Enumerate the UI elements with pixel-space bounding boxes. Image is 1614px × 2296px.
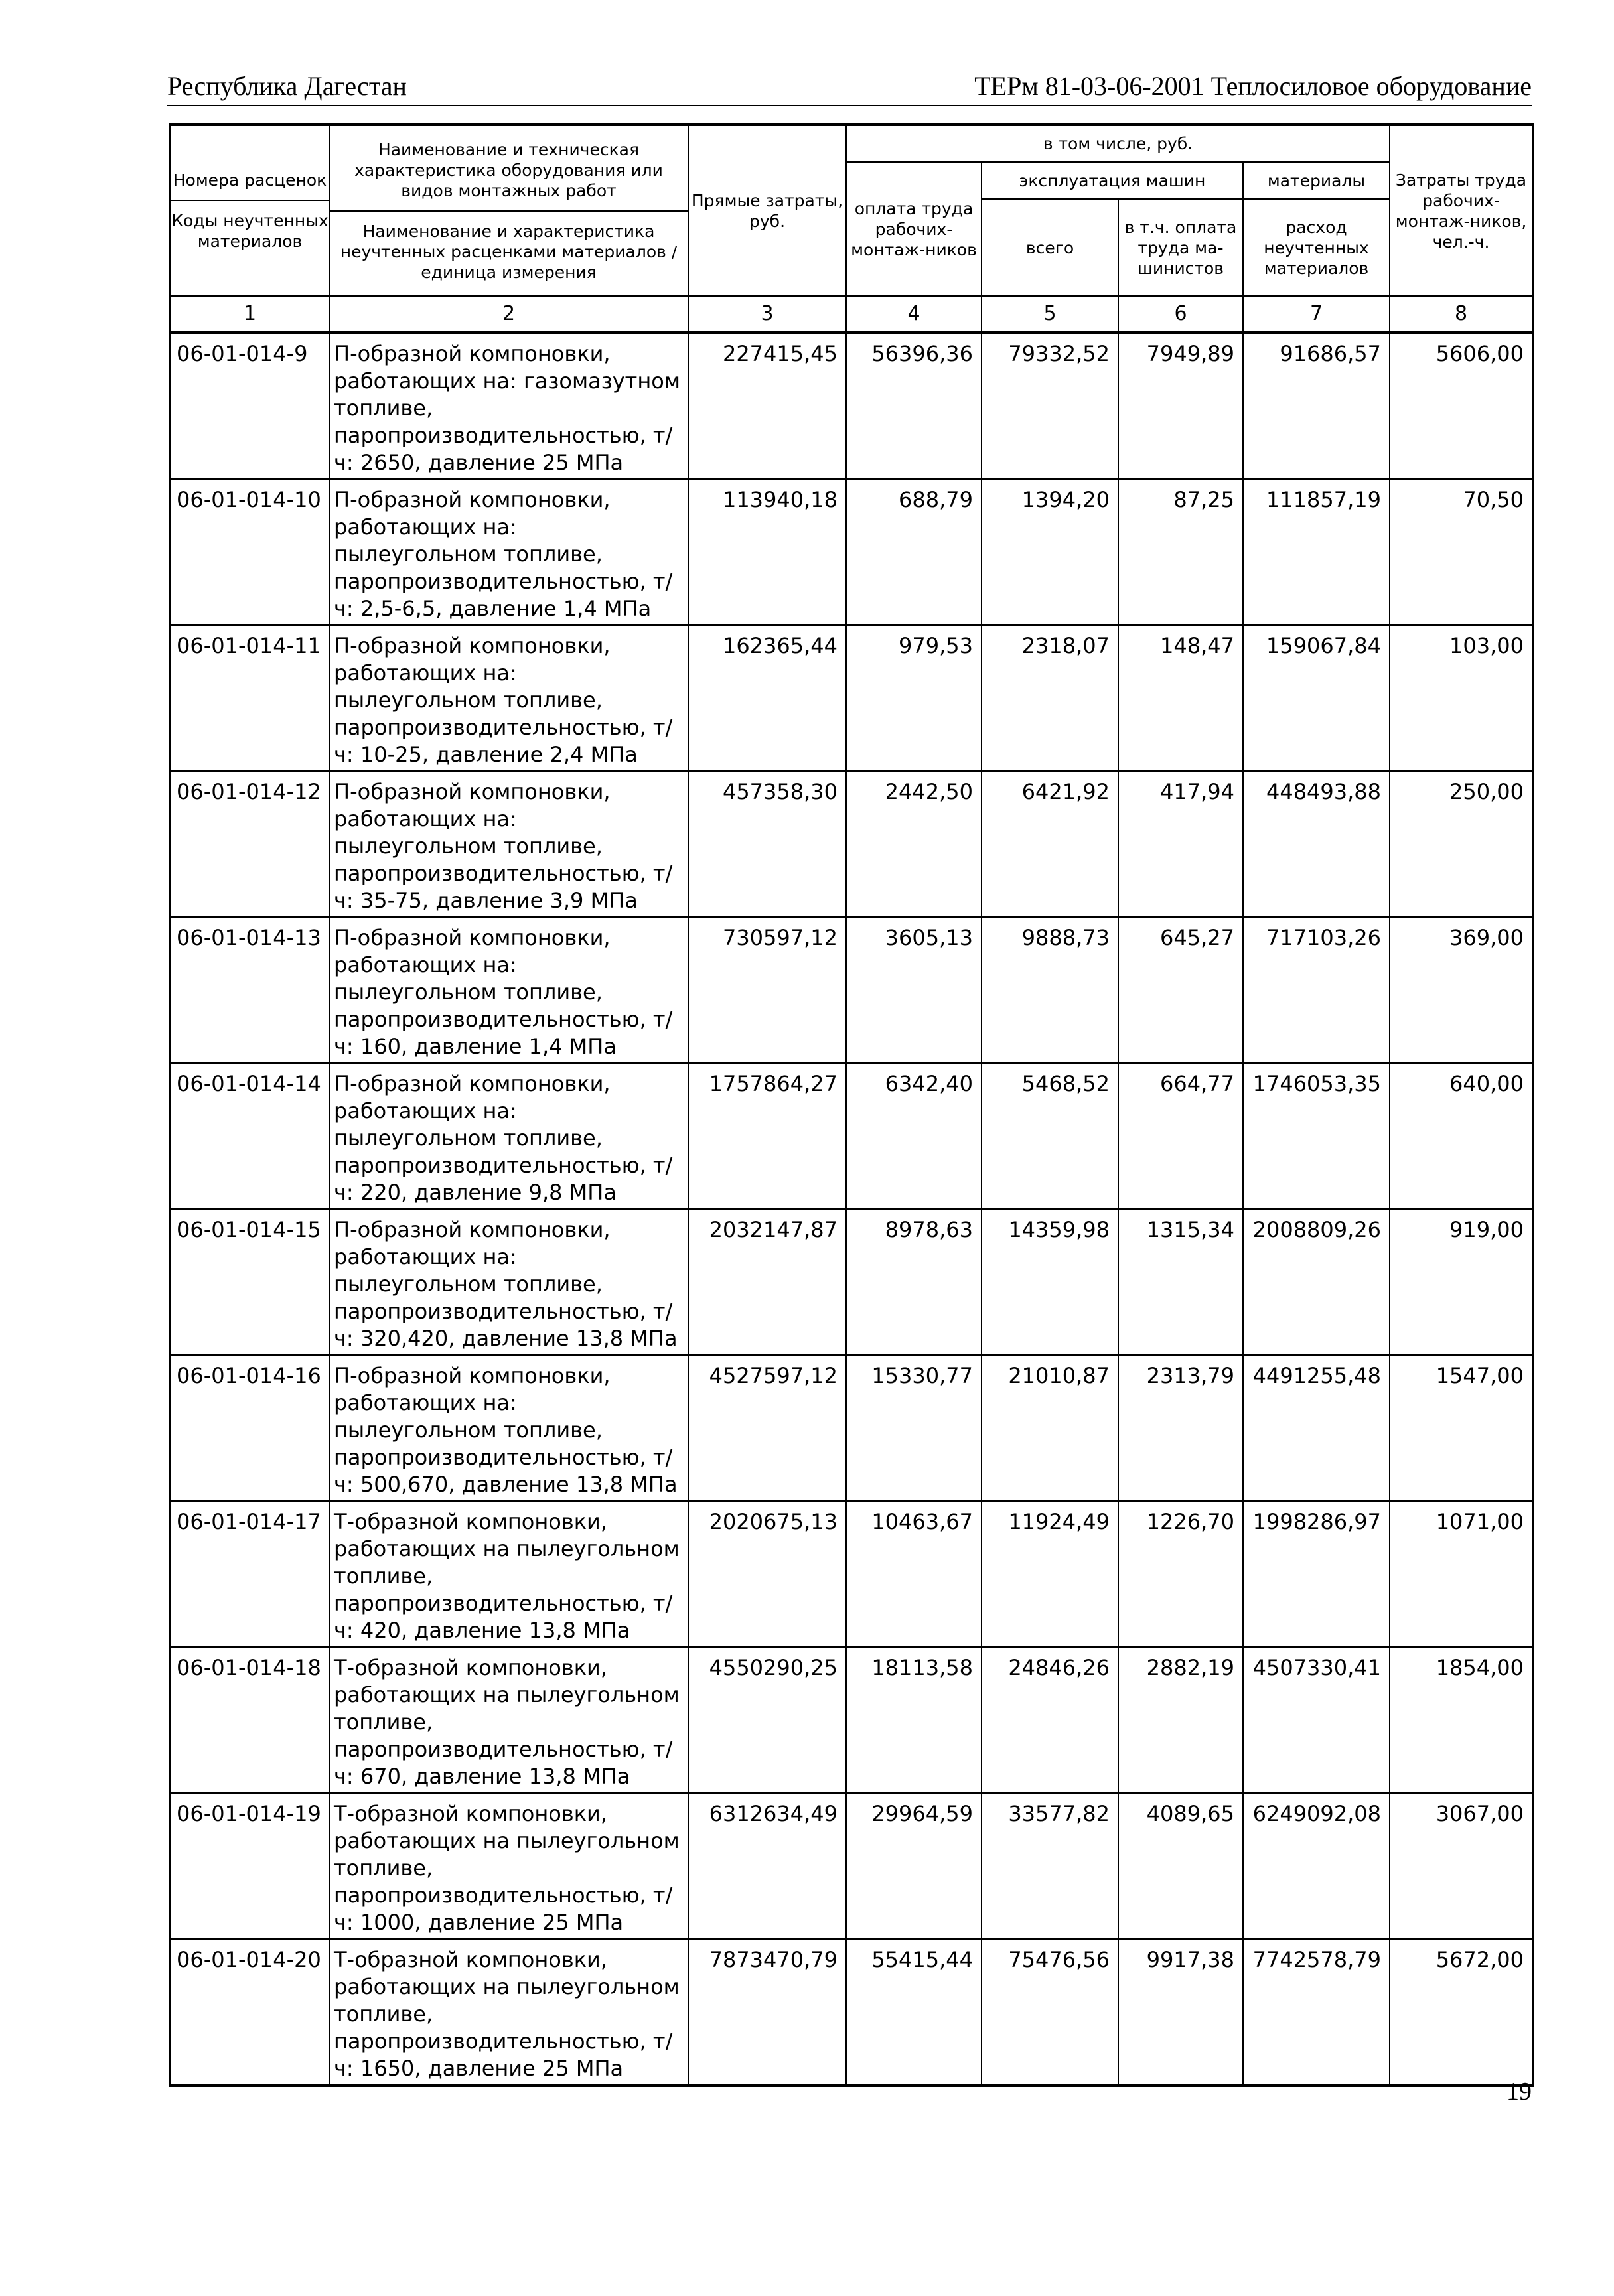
- work-description: П-образной компоновки, работающих на: пылеугольном топливе, паропроизводительностью, т/ч: 35-75, давление 3,9 МПа: [329, 771, 688, 917]
- labor-pay: 6342,40: [846, 1063, 982, 1209]
- column-number: 7: [1243, 296, 1390, 332]
- column-number: 1: [170, 296, 329, 332]
- machine-ops-total: 5468,52: [982, 1063, 1118, 1209]
- table-row: [170, 1209, 1533, 1355]
- table-row: [170, 332, 1533, 479]
- header-material-name: Наименование и характеристика неучтенных расценками материалов / единица измерения: [340, 221, 678, 282]
- table-row: [170, 771, 1533, 917]
- table-row: [170, 1355, 1533, 1501]
- machine-ops-total: 2318,07: [982, 625, 1118, 771]
- direct-costs: 2032147,87: [688, 1209, 846, 1355]
- machine-operator-pay: 1315,34: [1118, 1209, 1243, 1355]
- machine-operator-pay: 2882,19: [1118, 1647, 1243, 1793]
- machine-operator-pay: 7949,89: [1118, 332, 1243, 479]
- labor-pay: 688,79: [846, 479, 982, 625]
- direct-costs: 730597,12: [688, 917, 846, 1063]
- materials-cost: 4507330,41: [1243, 1647, 1390, 1793]
- labor-pay: 2442,50: [846, 771, 982, 917]
- table-row: [170, 479, 1533, 625]
- direct-costs: 113940,18: [688, 479, 846, 625]
- labor-hours: 1547,00: [1390, 1355, 1533, 1501]
- machine-operator-pay: 148,47: [1118, 625, 1243, 771]
- labor-hours: 369,00: [1390, 917, 1533, 1063]
- table-header: [170, 125, 1533, 332]
- work-description: П-образной компоновки, работающих на: пылеугольном топливе, паропроизводительностью, т/ч: 320,420, давление 13,8 МПа: [329, 1209, 688, 1355]
- table-row: [170, 1501, 1533, 1647]
- machine-operator-pay: 2313,79: [1118, 1355, 1243, 1501]
- machine-operator-pay: 87,25: [1118, 479, 1243, 625]
- header-unaccounted-materials: расход неучтенных материалов: [1243, 199, 1390, 296]
- direct-costs: 2020675,13: [688, 1501, 846, 1647]
- header-machine-ops: эксплуатация машин: [982, 162, 1243, 199]
- header-rate-numbers: Номера расценок: [173, 171, 327, 190]
- page-number: 19: [1506, 2078, 1532, 2106]
- work-description: Т-образной компоновки, работающих на пылеугольном топливе, паропроизводительностью, т/ч: 670, давление 13,8 МПа: [329, 1647, 688, 1793]
- materials-cost: 448493,88: [1243, 771, 1390, 917]
- work-description: П-образной компоновки, работающих на: пылеугольном топливе, паропроизводительностью, т/ч: 500,670, давление 13,8 МПа: [329, 1355, 688, 1501]
- direct-costs: 162365,44: [688, 625, 846, 771]
- header-direct-costs: Прямые затраты, руб.: [688, 125, 846, 296]
- labor-hours: 5606,00: [1390, 332, 1533, 479]
- labor-hours: 70,50: [1390, 479, 1533, 625]
- materials-cost: 2008809,26: [1243, 1209, 1390, 1355]
- materials-cost: 6249092,08: [1243, 1793, 1390, 1939]
- column-number: 4: [846, 296, 982, 332]
- header-labor-pay: оплата труда рабочих-монтаж-ников: [846, 162, 982, 296]
- labor-pay: 3605,13: [846, 917, 982, 1063]
- rate-code: 06-01-014-12: [170, 771, 329, 917]
- machine-ops-total: 6421,92: [982, 771, 1118, 917]
- header-material-codes: Коды неучтенных материалов: [171, 211, 329, 251]
- labor-pay: 979,53: [846, 625, 982, 771]
- materials-cost: 111857,19: [1243, 479, 1390, 625]
- materials-cost: 1998286,97: [1243, 1501, 1390, 1647]
- rate-code: 06-01-014-15: [170, 1209, 329, 1355]
- header-materials: материалы: [1243, 162, 1390, 199]
- work-description: Т-образной компоновки, работающих на пылеугольном топливе, паропроизводительностью, т/ч: 1000, давление 25 МПа: [329, 1793, 688, 1939]
- column-number: 3: [688, 296, 846, 332]
- table-row: [170, 1063, 1533, 1209]
- materials-cost: 159067,84: [1243, 625, 1390, 771]
- table-body: [170, 332, 1533, 2086]
- machine-ops-total: 9888,73: [982, 917, 1118, 1063]
- table-row: [170, 1647, 1533, 1793]
- direct-costs: 6312634,49: [688, 1793, 846, 1939]
- materials-cost: 91686,57: [1243, 332, 1390, 479]
- rate-code: 06-01-014-17: [170, 1501, 329, 1647]
- column-number: 2: [329, 296, 688, 332]
- labor-hours: 1854,00: [1390, 1647, 1533, 1793]
- header-rule: [167, 105, 1532, 106]
- machine-ops-total: 79332,52: [982, 332, 1118, 479]
- rate-code: 06-01-014-11: [170, 625, 329, 771]
- labor-hours: 250,00: [1390, 771, 1533, 917]
- labor-hours: 1071,00: [1390, 1501, 1533, 1647]
- work-description: П-образной компоновки, работающих на: пылеугольном топливе, паропроизводительностью, т/ч: 2,5-6,5, давление 1,4 МПа: [329, 479, 688, 625]
- labor-hours: 919,00: [1390, 1209, 1533, 1355]
- machine-operator-pay: 664,77: [1118, 1063, 1243, 1209]
- column-number: 5: [982, 296, 1118, 332]
- header-document-title: ТЕРм 81-03-06-2001 Теплосиловое оборудование: [974, 71, 1532, 101]
- header-machine-operator-pay: в т.ч. оплата труда ма-шинистов: [1118, 199, 1243, 296]
- machine-operator-pay: 417,94: [1118, 771, 1243, 917]
- header-machine-total: всего: [982, 199, 1118, 296]
- machine-ops-total: 11924,49: [982, 1501, 1118, 1647]
- machine-operator-pay: 9917,38: [1118, 1939, 1243, 2086]
- direct-costs: 7873470,79: [688, 1939, 846, 2086]
- materials-cost: 7742578,79: [1243, 1939, 1390, 2086]
- labor-pay: 29964,59: [846, 1793, 982, 1939]
- work-description: П-образной компоновки, работающих на: газомазутном топливе, паропроизводительностью, т/ч: 2650, давление 25 МПа: [329, 332, 688, 479]
- rate-code: 06-01-014-20: [170, 1939, 329, 2086]
- work-description: П-образной компоновки, работающих на: пылеугольном топливе, паропроизводительностью, т/ч: 160, давление 1,4 МПа: [329, 917, 688, 1063]
- direct-costs: 227415,45: [688, 332, 846, 479]
- direct-costs: 4550290,25: [688, 1647, 846, 1793]
- labor-pay: 55415,44: [846, 1939, 982, 2086]
- labor-pay: 18113,58: [846, 1647, 982, 1793]
- column-numbers-row: [170, 296, 1533, 332]
- labor-hours: 640,00: [1390, 1063, 1533, 1209]
- machine-ops-total: 14359,98: [982, 1209, 1118, 1355]
- rate-code: 06-01-014-16: [170, 1355, 329, 1501]
- running-head: [167, 66, 1532, 106]
- direct-costs: 1757864,27: [688, 1063, 846, 1209]
- labor-hours: 3067,00: [1390, 1793, 1533, 1939]
- direct-costs: 457358,30: [688, 771, 846, 917]
- table-row: [170, 625, 1533, 771]
- machine-ops-total: 24846,26: [982, 1647, 1118, 1793]
- direct-costs: 4527597,12: [688, 1355, 846, 1501]
- header-work-name: Наименование и техническая характеристика оборудования или видов монтажных работ: [354, 139, 663, 200]
- table-row: [170, 1793, 1533, 1939]
- labor-pay: 8978,63: [846, 1209, 982, 1355]
- materials-cost: 717103,26: [1243, 917, 1390, 1063]
- labor-pay: 10463,67: [846, 1501, 982, 1647]
- machine-operator-pay: 1226,70: [1118, 1501, 1243, 1647]
- labor-pay: 56396,36: [846, 332, 982, 479]
- column-number: 8: [1390, 296, 1533, 332]
- machine-operator-pay: 4089,65: [1118, 1793, 1243, 1939]
- work-description: Т-образной компоновки, работающих на пылеугольном топливе, паропроизводительностью, т/ч: 420, давление 13,8 МПа: [329, 1501, 688, 1647]
- header-codes: [170, 125, 329, 296]
- labor-hours: 103,00: [1390, 625, 1533, 771]
- table-row: [170, 1939, 1533, 2086]
- work-description: П-образной компоновки, работающих на: пылеугольном топливе, паропроизводительностью, т/ч: 10-25, давление 2,4 МПа: [329, 625, 688, 771]
- work-description: П-образной компоновки, работающих на: пылеугольном топливе, паропроизводительностью, т/ч: 220, давление 9,8 МПа: [329, 1063, 688, 1209]
- machine-operator-pay: 645,27: [1118, 917, 1243, 1063]
- rates-table: [169, 123, 1534, 2087]
- header-labor-hours: Затраты труда рабочих-монтаж-ников, чел.-ч.: [1390, 125, 1533, 296]
- labor-pay: 15330,77: [846, 1355, 982, 1501]
- machine-ops-total: 1394,20: [982, 479, 1118, 625]
- header-including: в том числе, руб.: [846, 125, 1390, 162]
- rate-code: 06-01-014-13: [170, 917, 329, 1063]
- materials-cost: 1746053,35: [1243, 1063, 1390, 1209]
- header-names: [329, 125, 688, 296]
- rate-code: 06-01-014-9: [170, 332, 329, 479]
- header-region: Республика Дагестан: [167, 71, 407, 101]
- machine-ops-total: 21010,87: [982, 1355, 1118, 1501]
- rate-code: 06-01-014-10: [170, 479, 329, 625]
- work-description: Т-образной компоновки, работающих на пылеугольном топливе, паропроизводительностью, т/ч: 1650, давление 25 МПа: [329, 1939, 688, 2086]
- machine-ops-total: 75476,56: [982, 1939, 1118, 2086]
- machine-ops-total: 33577,82: [982, 1793, 1118, 1939]
- rate-code: 06-01-014-19: [170, 1793, 329, 1939]
- rate-code: 06-01-014-18: [170, 1647, 329, 1793]
- column-number: 6: [1118, 296, 1243, 332]
- materials-cost: 4491255,48: [1243, 1355, 1390, 1501]
- rate-code: 06-01-014-14: [170, 1063, 329, 1209]
- labor-hours: 5672,00: [1390, 1939, 1533, 2086]
- table-row: [170, 917, 1533, 1063]
